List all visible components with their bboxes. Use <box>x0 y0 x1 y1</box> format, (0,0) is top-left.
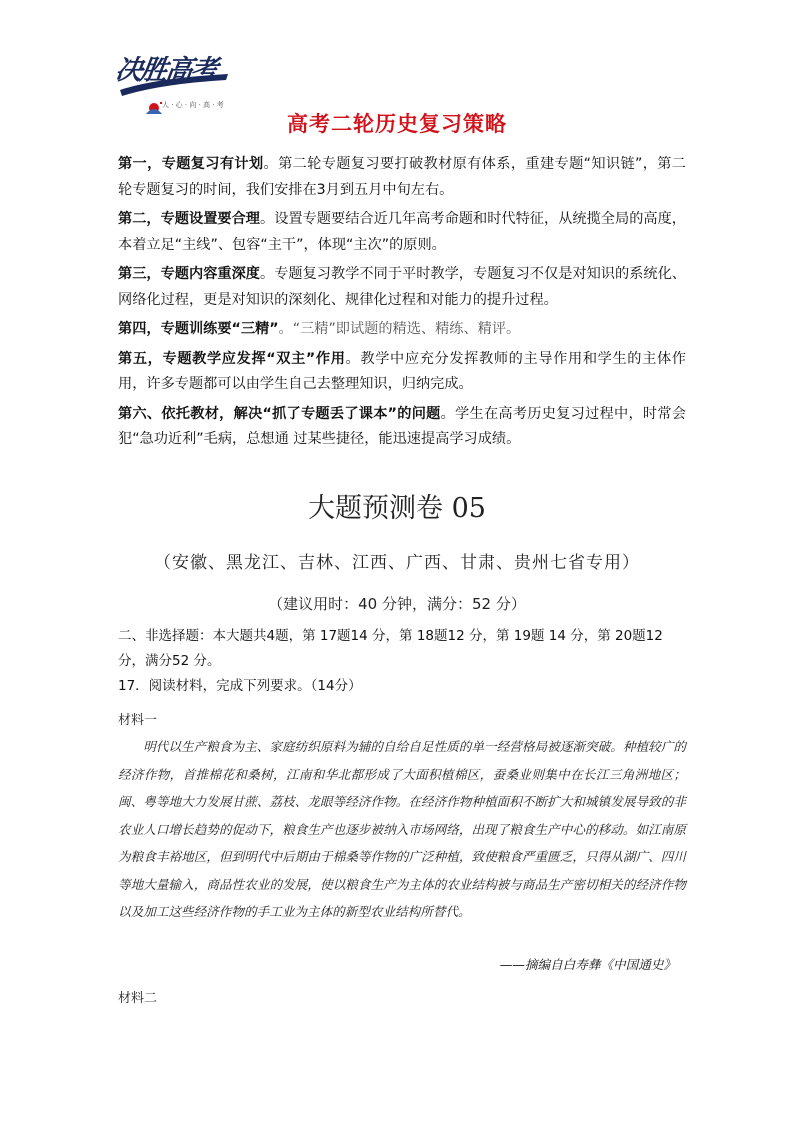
strategy-lead: 第三，专题内容重深度 <box>118 266 260 282</box>
strategy-lead: 第五，专题教学应发挥“双主”作用 <box>118 350 346 367</box>
section-header: 二、非选择题：本大题共4题，第 17题14 分，第 18题12 分，第 19题 14 分，第 20题12 分，满分52 分。 <box>118 628 663 669</box>
strategy-lead: 第六、依托教材，解决“抓了专题丢了课本”的问题 <box>118 405 441 422</box>
strategy-body: 。“三精”即试题的精选、精练、精评。 <box>278 321 521 337</box>
strategy-item <box>118 317 686 343</box>
strategy-lead: 第四，专题训练要“三精” <box>118 321 279 337</box>
material-1-text <box>118 733 686 926</box>
strategy-body: 。教学中应充分发挥教师的主导作用和学生的主体作用，许多专题都可以由学生自己去整理知识，归纳完成。 <box>118 350 686 392</box>
logo-subtitle: 人 · 心 · 向 · 高 · 考 <box>162 101 224 109</box>
strategy-body: 。专题复习教学不同于平时教学，专题复习不仅是对知识的系统化、网络化过程，更是对知识的深刻化、规律化过程和对能力的提升过程。 <box>118 266 686 308</box>
section-instructions <box>118 624 686 699</box>
question-17: 17．阅读材料，完成下列要求。（14分） <box>118 678 362 694</box>
strategy-item <box>118 347 686 398</box>
exam-provinces: （安徽、黑龙江、吉林、江西、广西、甘肃、贵州七省专用） <box>154 553 640 573</box>
strategy-item <box>118 402 686 453</box>
strategy-body: 。设置专题要结合近几年高考命题和时代特征，从统揽全局的高度，本着立足“主线”、包容“主干”，体现“主次”的原则。 <box>118 211 686 253</box>
logo-text: 决胜高考 <box>113 55 218 86</box>
strategy-lead: 第一，专题复习有计划 <box>118 156 264 172</box>
material-1-source: ——摘编自白寿彝《中国通史》 <box>499 957 676 972</box>
document-title: 高考二轮历史复习策略 <box>287 112 507 136</box>
material-1-paragraph: 明代以生产粮食为主、家庭纺织原料为辅的自给自足性质的单一经营格局被逐渐突破。种植较广的经济作物，首推棉花和桑树，江南和华北都形成了大面积植棉区，蚕桑业则集中在长江三角洲地区；闽、粤等地大力发展甘蔗、荔枝、龙眼等经济作物。在经济作物种植面积不断扩大和城镇发展导致的非农业人口增长趋势的促动下，粮食生产也逐步被纳入市场网络，出现了粮食生产中心的移动。如江南原为粮食丰裕地区，但到明代中后期由于棉桑等作物的广泛种植，致使粮食严重匮乏，只得从湖广、四川等地大量输入，商品性农业的发展，使以粮食生产为主体的农业结构被与商品生产密切相关的经济作物以及加工这些经济作物的手工业为主体的新型农业结构所替代。 <box>118 739 686 919</box>
strategy-body: 。第二轮专题复习要打破教材原有体系，重建专题“知识链”，第二轮专题复习的时间，我们安排在3月到五月中旬左右。 <box>118 156 686 198</box>
strategy-item <box>118 262 686 313</box>
strategy-body: 。学生在高考历史复习过程中，时常会犯“急功近利”毛病，总想通 过某些捷径，能迅速提高学习成绩。 <box>118 405 686 447</box>
material-1-label: 材料一 <box>118 713 158 728</box>
strategy-item <box>118 207 686 258</box>
strategy-list <box>118 152 686 457</box>
strategy-lead: 第二，专题设置要合理 <box>118 211 260 227</box>
exam-title: 大题预测卷 05 <box>308 493 486 524</box>
strategy-item <box>118 152 686 203</box>
material-2-label: 材料二 <box>118 991 158 1006</box>
exam-time-note: （建议用时：40 分钟，满分：52 分） <box>268 595 526 613</box>
